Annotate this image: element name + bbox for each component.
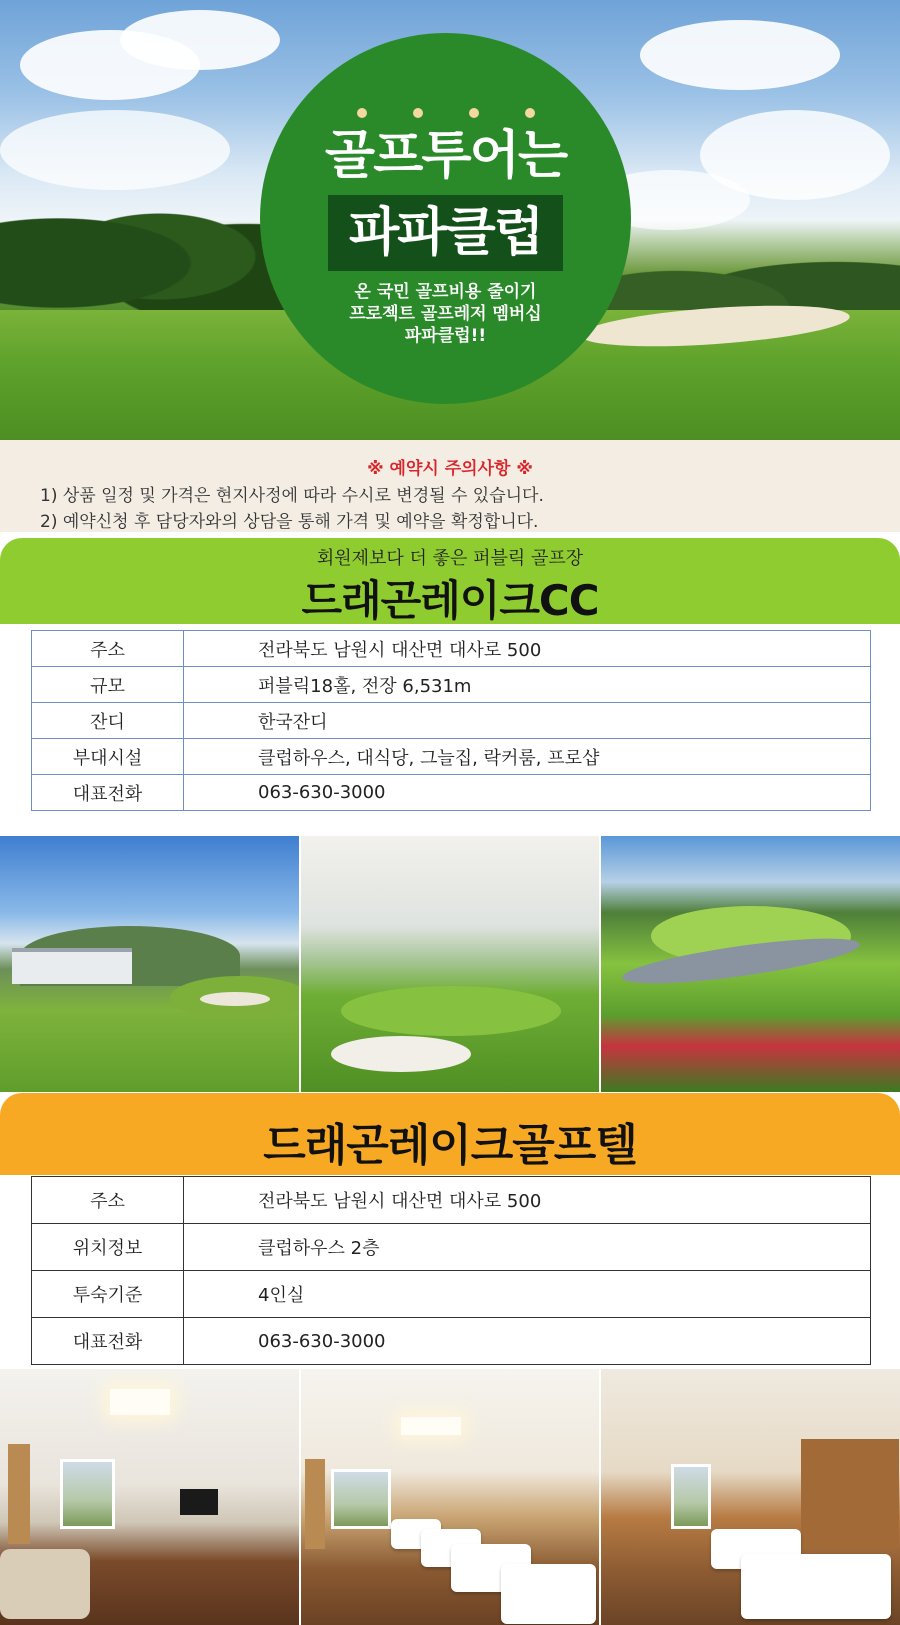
table-row: [32, 775, 871, 811]
course-title: 드래곤레이크CC: [301, 576, 599, 625]
row-label: 대표전화: [32, 1318, 184, 1365]
row-label: 부대시설: [32, 739, 184, 775]
notice-item: 1) 상품 일정 및 가격은 현지사정에 따라 수시로 변경될 수 있습니다.: [40, 486, 544, 506]
table-row: [32, 667, 871, 703]
golftel-photo-gallery: [0, 1369, 900, 1625]
table-row: [32, 1177, 871, 1224]
trees: [0, 185, 290, 315]
row-value: 063-630-3000: [184, 1318, 871, 1365]
course-subtitle: 회원제보다 더 좋은 퍼블릭 골프장: [316, 548, 584, 569]
golftel-info-table: [31, 1176, 871, 1365]
row-value: 클럽하우스, 대식당, 그늘집, 락커룸, 프로샵: [184, 739, 871, 775]
badge-brand: 파파클럽: [349, 203, 542, 263]
decorative-dots: [260, 108, 631, 118]
table-row: [32, 631, 871, 667]
golftel-title: 드래곤레이크골프텔: [263, 1120, 637, 1171]
promo-badge: [260, 33, 631, 404]
course-photo: [301, 836, 602, 1092]
room-photo: [0, 1369, 301, 1625]
row-label: 위치정보: [32, 1224, 184, 1271]
table-row: [32, 739, 871, 775]
reservation-notice: [0, 440, 900, 532]
badge-sub-line: 프로젝트 골프레저 멤버십: [349, 304, 542, 324]
table-row: [32, 1318, 871, 1365]
row-value: 퍼블릭18홀, 전장 6,531m: [184, 667, 871, 703]
notice-item: 2) 예약신청 후 담당자와의 상담을 통해 가격 및 예약을 확정합니다.: [40, 512, 539, 532]
row-value: 클럽하우스 2층: [184, 1224, 871, 1271]
golftel-header: [0, 1093, 900, 1175]
row-label: 주소: [32, 1177, 184, 1224]
course-photo: [0, 836, 301, 1092]
row-value: 전라북도 남원시 대산면 대사로 500: [184, 631, 871, 667]
row-label: 잔디: [32, 703, 184, 739]
hero-banner: [0, 0, 900, 440]
row-label: 대표전화: [32, 775, 184, 811]
course-info-table: [31, 630, 871, 811]
clubhouse: [12, 948, 132, 984]
row-value: 063-630-3000: [184, 775, 871, 811]
table-row: [32, 1224, 871, 1271]
row-label: 규모: [32, 667, 184, 703]
badge-subtext: [260, 281, 631, 347]
notice-title: ※ 예약시 주의사항 ※: [367, 459, 533, 479]
course-header: [0, 538, 900, 624]
course-photo: [601, 836, 900, 1092]
table-row: [32, 1271, 871, 1318]
badge-sub-line: 파파클럽!!: [404, 326, 487, 346]
badge-sub-line: 온 국민 골프비용 줄이기: [354, 282, 537, 302]
badge-headline: 골프투어는: [324, 126, 567, 186]
room-photo: [601, 1369, 900, 1625]
course-photo-gallery: [0, 836, 900, 1092]
room-photo: [301, 1369, 602, 1625]
badge-brand-box: [328, 195, 563, 271]
row-label: 투숙기준: [32, 1271, 184, 1318]
row-value: 한국잔디: [184, 703, 871, 739]
row-value: 전라북도 남원시 대산면 대사로 500: [184, 1177, 871, 1224]
table-row: [32, 703, 871, 739]
row-label: 주소: [32, 631, 184, 667]
row-value: 4인실: [184, 1271, 871, 1318]
